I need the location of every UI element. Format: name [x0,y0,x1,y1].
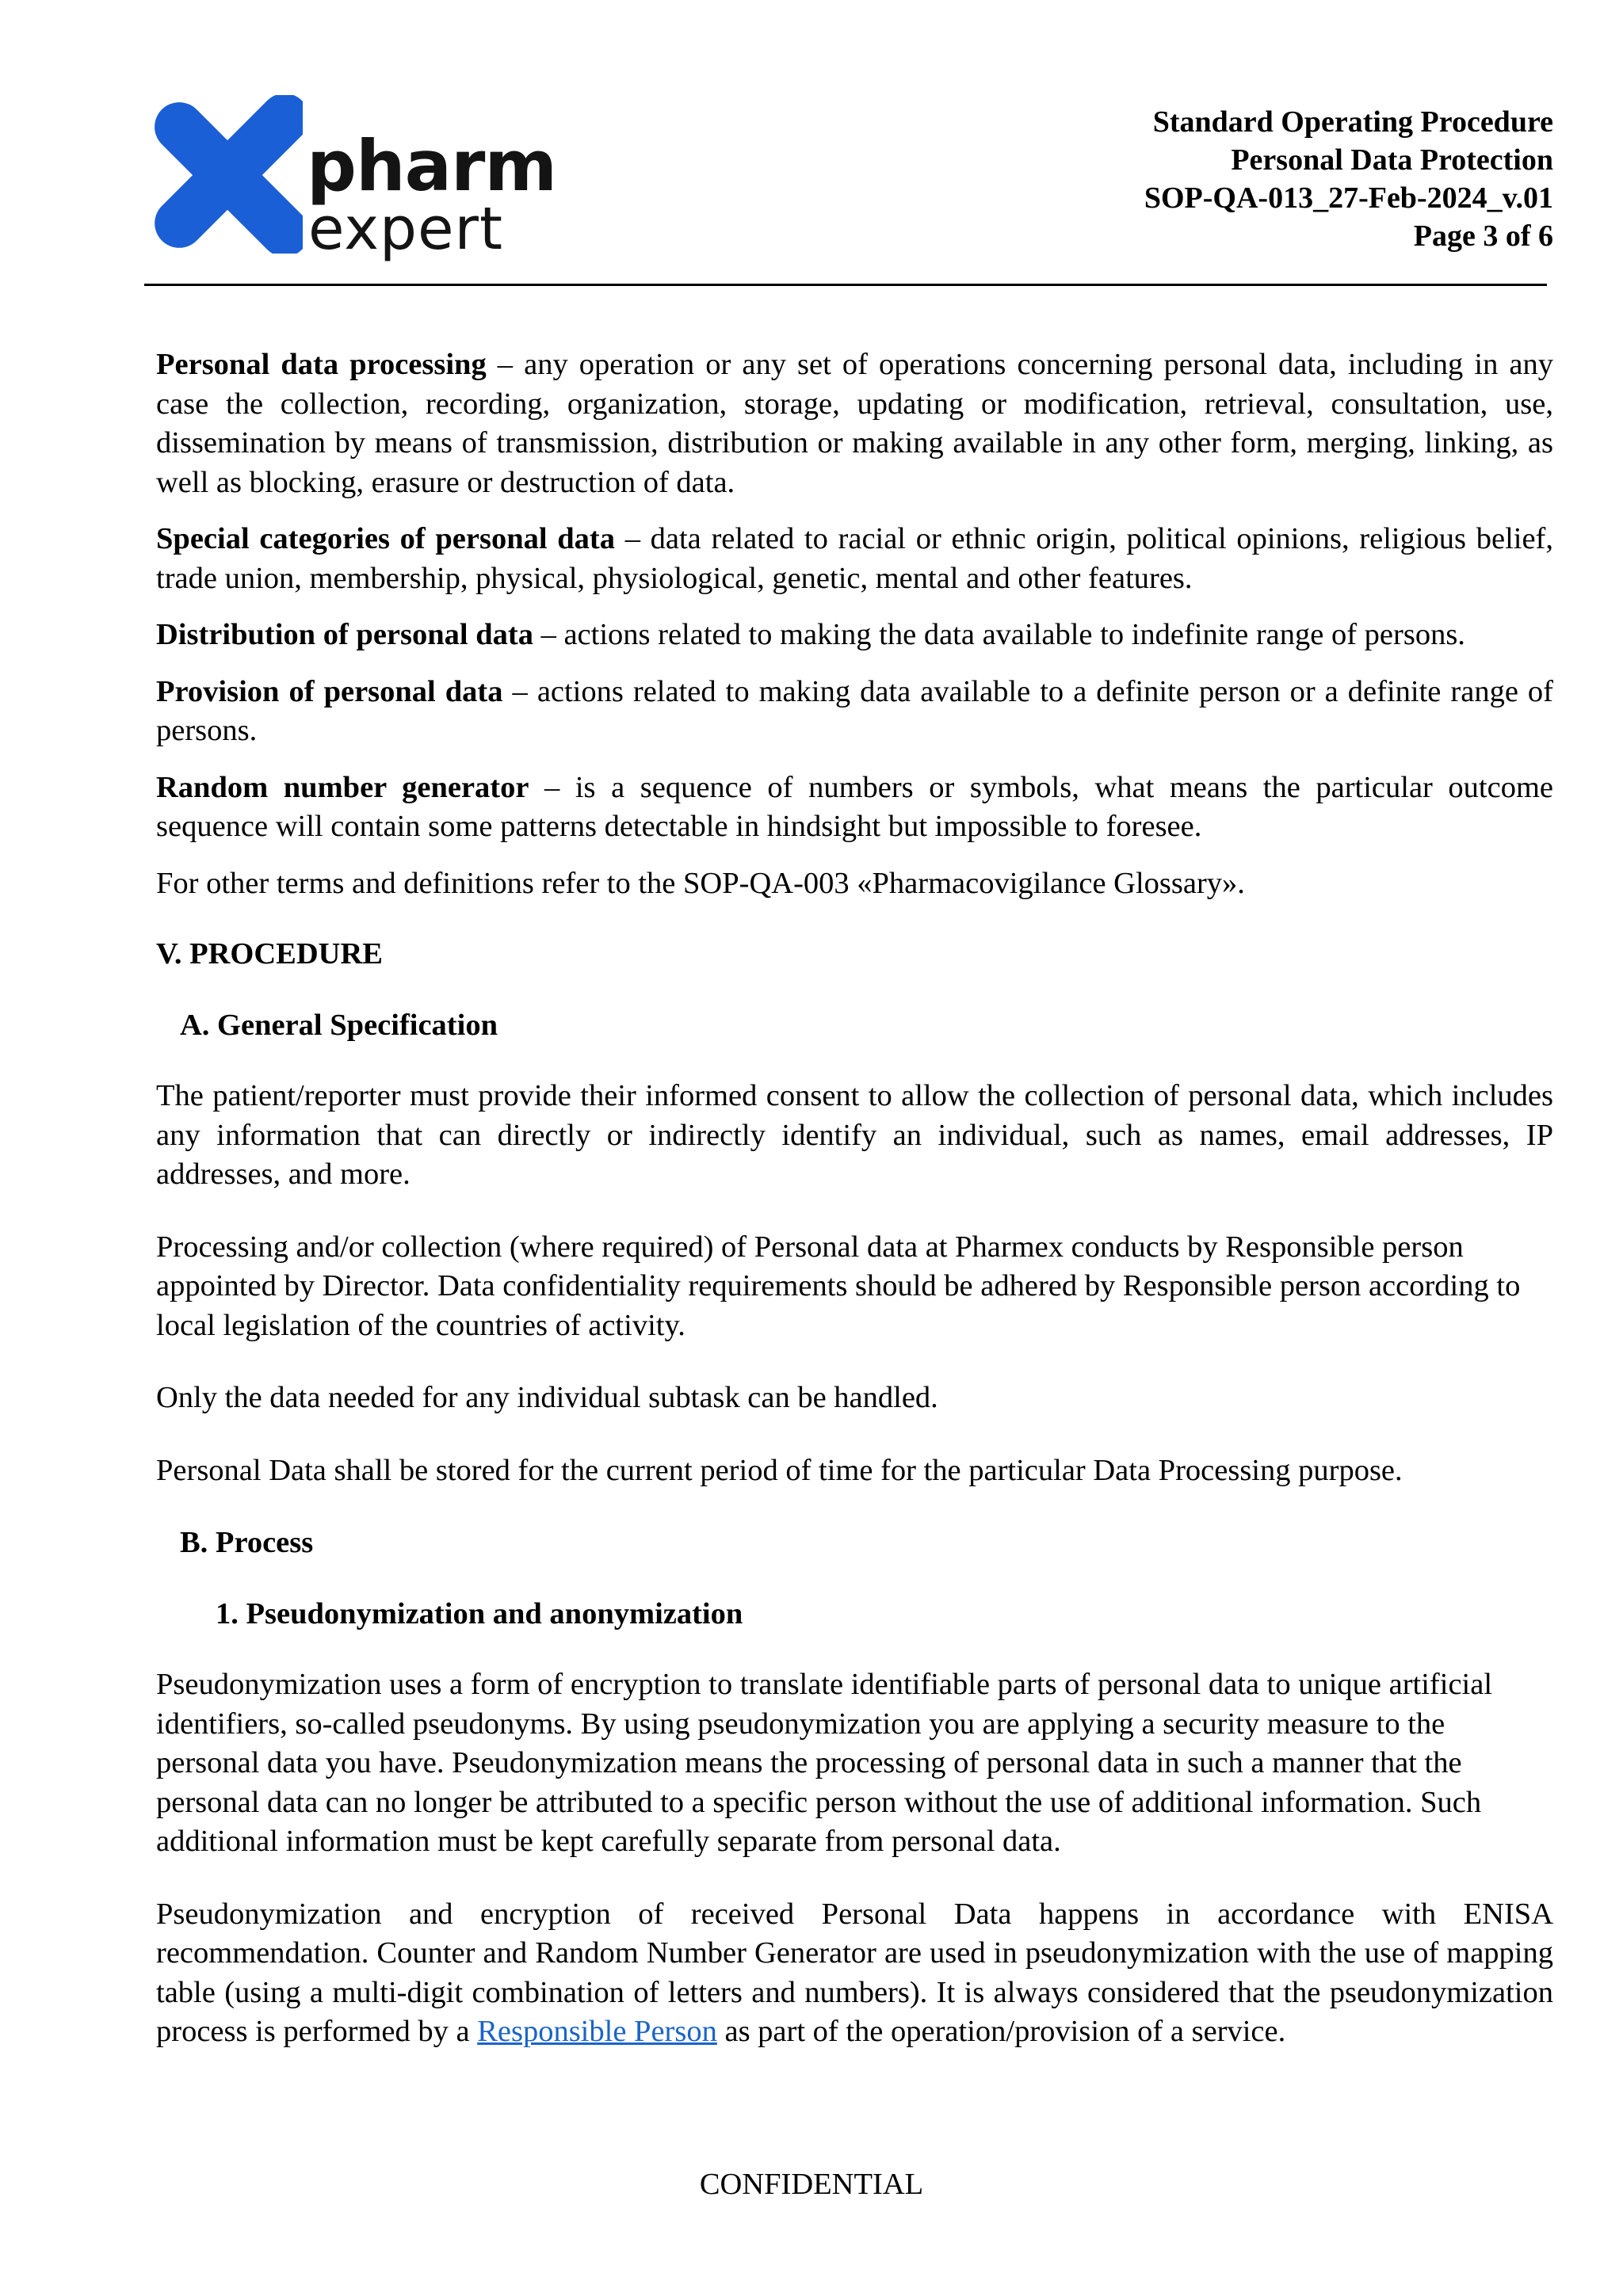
subsection-heading-general-specification: A. General Specification [180,1008,498,1042]
doc-type: Standard Operating Procedure [1152,105,1553,139]
definition-term: Special categories of personal data [156,522,616,555]
definition-random-number-generator [156,769,1553,847]
x-mark-logo-icon [152,95,303,254]
doc-title: Personal Data Protection [1231,143,1553,177]
paragraph-pseudonymization-definition: Pseudonymization uses a form of encryption to translate identifiable parts of personal data to unique artificial identifiers, so-called pseudonyms. By using pseudonymization you are applying a security measure to the personal data you have. Pseudonymization means the processing of personal data in such a manner that the personal data can no longer be attributed to a specific person without the use of additional information. Such additional information must be kept carefully separate from personal data. [156,1668,1493,1858]
definition-text: – actions related to making the data available to indefinite range of persons. [533,618,1465,651]
definition-text: – any operation or any set of operations concerning personal data, including in any case the collection, recording, organization, storage, updating or modification, retrieval, consultation, use, dissemination by means of transmission, distribution or making available in any other form, merging, linking, as well as blocking, erasure or destruction of data. [156,348,1553,499]
page-header [144,87,1553,293]
doc-code: SOP-QA-013_27-Feb-2024_v.01 [1144,181,1553,215]
subsection-heading-process: B. Process [180,1526,314,1559]
definition-term: Personal data processing [156,348,487,381]
logo-word-pharm: pharm [307,125,557,207]
definition-term: Provision of personal data [156,674,503,708]
definition-term: Random number generator [156,770,529,804]
definition-distribution [156,616,1553,655]
definition-personal-data-processing [156,345,1553,502]
paragraph-pseudonymization-enisa [156,1895,1553,2052]
definition-text: – is a sequence of numbers or symbols, what means the particular outcome sequence will contain some patterns detectable in hindsight but impossible to foresee. [156,770,1553,843]
section-heading-procedure: V. PROCEDURE [156,937,383,971]
definition-special-categories [156,520,1553,598]
company-logo [152,95,557,269]
definition-provision [156,673,1553,751]
responsible-person-link[interactable]: Responsible Person [477,2015,717,2048]
item-heading-pseudonymization: 1. Pseudonymization and anonymization [216,1596,743,1630]
logo-word-expert: expert [308,195,503,263]
paragraph-data-storage: Personal Data shall be stored for the current period of time for the particular Data Processing purpose. [156,1453,1403,1487]
document-body [156,345,1553,2085]
other-terms-reference: For other terms and definitions refer to the SOP-QA-003 «Pharmacovigilance Glossary». [156,866,1245,900]
definition-term: Distribution of personal data [156,618,533,651]
confidential-footer: CONFIDENTIAL [699,2168,924,2201]
document-meta [1144,103,1553,255]
header-divider [144,284,1547,286]
paragraph-data-needed: Only the data needed for any individual subtask can be handled. [156,1381,938,1414]
paragraph-informed-consent: The patient/reporter must provide their informed consent to allow the collection of personal data, which includes any information that can directly or indirectly identify an individual, such as names, email addresses, IP addresses, and more. [156,1079,1553,1191]
page-number: Page 3 of 6 [1413,219,1553,253]
paragraph-text: as part of the operation/provision of a service. [716,2015,1286,2048]
paragraph-processing-responsible: Processing and/or collection (where required) of Personal data at Pharmex conducts by Responsible person appointed by Director. Data confidentiality requirements should be adhered by Responsible person according to local legislation of the countries of activity. [156,1230,1521,1342]
definition-text: – actions related to making data available to a definite person or a definite range of persons. [156,674,1553,747]
paragraph-text: Pseudonymization and encryption of received Personal Data happens in accordance with ENISA recommendation. Counter and Random Number Generator are used in pseudonymization with the use of mapping table (using a multi-digit combination of letters and numbers). It is always considered that the pseudonymization process is performed by a [156,1897,1553,2048]
definition-text: – data related to racial or ethnic origin, political opinions, religious belief, trade union, membership, physical, physiological, genetic, mental and other features. [156,522,1553,595]
